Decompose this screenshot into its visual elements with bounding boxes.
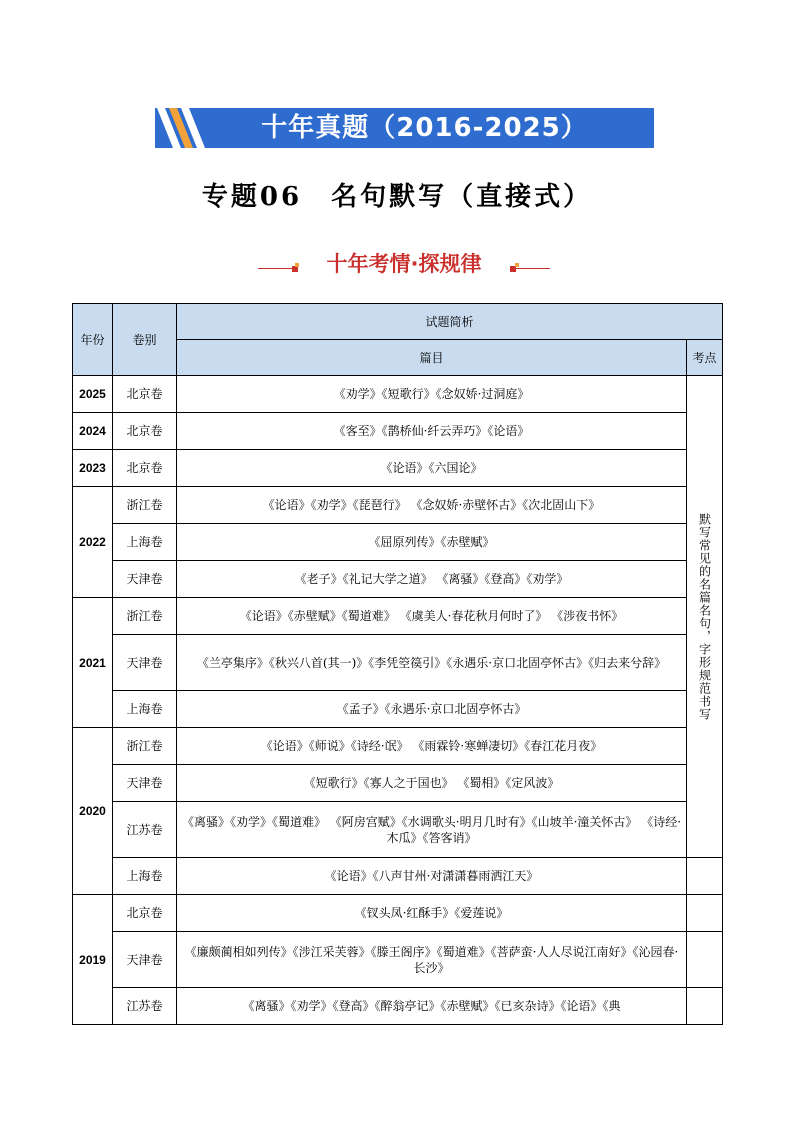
table-row [73,858,723,895]
section-title: 十年考情·探规律 [326,252,482,276]
point-cell-empty [687,858,723,895]
table-row [73,895,723,932]
paper-cell: 北京卷 [113,895,177,932]
paper-cell: 江苏卷 [113,988,177,1025]
header-year: 年份 [73,304,113,376]
heading-square-icon [295,263,299,267]
table-row [73,376,723,413]
table-row [73,988,723,1025]
paper-cell: 江苏卷 [113,802,177,858]
topic-title: 专题06 名句默写（直接式） [201,182,593,212]
point-cell-empty [687,895,723,932]
titles-cell: 《廉颇蔺相如列传》《涉江采芙蓉》《滕王阁序》《蜀道难》《菩萨蛮·人人尽说江南好》《沁园春·长沙》 [177,932,687,988]
titles-cell: 《离骚》《劝学》《蜀道难》 《阿房宫赋》《水调歌头·明月几时有》《山坡羊·潼关怀古》 《诗经·木瓜》《答客诮》 [177,802,687,858]
exam-table [72,303,723,1025]
header-point: 考点 [687,340,723,376]
heading-rule-right [516,268,550,269]
titles-cell: 《兰亭集序》《秋兴八首(其一)》《李凭箜篌引》《永遇乐·京口北固亭怀古》《归去来兮辞》 [177,635,687,691]
titles-cell: 《短歌行》《寡人之于国也》 《蜀相》《定风波》 [177,765,687,802]
titles-cell: 《论语》《劝学》《琵琶行》 《念奴娇·赤壁怀古》《次北固山下》 [177,487,687,524]
titles-cell: 《客至》《鹊桥仙·纤云弄巧》《论语》 [177,413,687,450]
table-row [73,635,723,691]
titles-cell: 《钗头凤·红酥手》《爱莲说》 [177,895,687,932]
heading-rule-left [258,268,292,269]
year-cell: 2020 [73,728,113,895]
titles-cell: 《屈原列传》《赤壁赋》 [177,524,687,561]
paper-cell: 浙江卷 [113,598,177,635]
table-row [73,413,723,450]
paper-cell: 浙江卷 [113,728,177,765]
table-row [73,802,723,858]
table-row [73,450,723,487]
year-cell: 2022 [73,487,113,598]
titles-cell: 《论语》《赤壁赋》《蜀道难》 《虞美人·春花秋月何时了》 《涉夜书怀》 [177,598,687,635]
paper-cell: 上海卷 [113,858,177,895]
year-cell: 2021 [73,598,113,728]
year-cell: 2023 [73,450,113,487]
heading-square-icon [515,263,519,267]
year-cell: 2024 [73,413,113,450]
paper-cell: 天津卷 [113,635,177,691]
titles-cell: 《论语》《八声甘州·对潇潇暮雨洒江天》 [177,858,687,895]
point-cell-empty [687,988,723,1025]
year-cell: 2025 [73,376,113,413]
title-banner [155,108,654,148]
table-row [73,598,723,635]
header-analysis: 试题简析 [177,304,723,340]
paper-cell: 天津卷 [113,561,177,598]
paper-cell: 上海卷 [113,691,177,728]
header-titles: 篇目 [177,340,687,376]
table-row [73,691,723,728]
paper-cell: 北京卷 [113,413,177,450]
paper-cell: 上海卷 [113,524,177,561]
point-cell-empty [687,932,723,988]
year-cell: 2019 [73,895,113,1025]
table-row [73,524,723,561]
paper-cell: 天津卷 [113,932,177,988]
titles-cell: 《老子》《礼记大学之道》 《离骚》《登高》《劝学》 [177,561,687,598]
paper-cell: 北京卷 [113,450,177,487]
paper-cell: 天津卷 [113,765,177,802]
paper-cell: 浙江卷 [113,487,177,524]
banner-title: 十年真题（2016-2025） [261,113,588,143]
section-heading [258,248,550,280]
header-paper: 卷别 [113,304,177,376]
paper-cell: 北京卷 [113,376,177,413]
table-row [73,765,723,802]
point-cell: 默写常见的名篇名句，字形规范书写 [687,376,723,858]
table-row [73,561,723,598]
titles-cell: 《论语》《六国论》 [177,450,687,487]
titles-cell: 《劝学》《短歌行》《念奴娇·过洞庭》 [177,376,687,413]
titles-cell: 《论语》《师说》《诗经·氓》 《雨霖铃·寒蝉凄切》《春江花月夜》 [177,728,687,765]
titles-cell: 《孟子》《永遇乐·京口北固亭怀古》 [177,691,687,728]
table-row [73,487,723,524]
titles-cell: 《离骚》《劝学》《登高》《醉翁亭记》《赤壁赋》《已亥杂诗》《论语》《典 [177,988,687,1025]
table-row [73,728,723,765]
table-row [73,932,723,988]
